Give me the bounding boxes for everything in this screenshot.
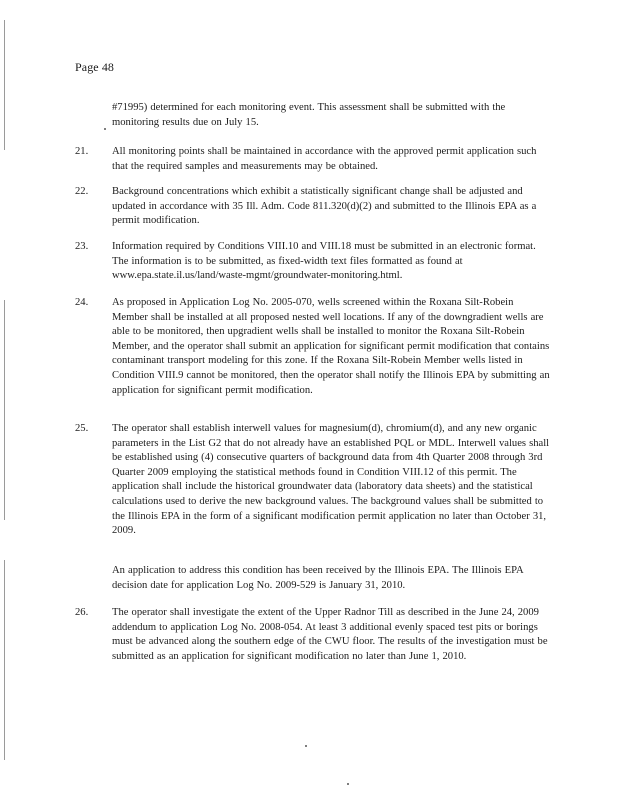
condition-text: The operator shall establish interwell values for magnesium(d), chromium(d), and any new organic parameters in the List G2 that do not already have an established PQL or MDL. Interwell values shall be established using (4) consecutive quarters of background data from 4th Quarter 2008 through 3rd Quarter 2009 employing the statistical methods found in Condition VIII.12 of this permit. The application shall include the historical groundwater data (laboratory data sheets) and the statistical calculations used to derive the new background values. The background values shall be submitted to the Illinois EPA in the form of a significant modification permit application no later than October 31, 2009. [112,423,550,537]
condition-number: 23. [75,241,89,252]
scan-speck [104,128,106,130]
condition-text: All monitoring points shall be maintained in accordance with the approved permit application such that the required samples and measurements may be obtained. [112,146,537,172]
continued-paragraph: #71995) determined for each monitoring event. This assessment shall be submitted with the monitoring results due on July 15. [112,102,506,128]
scan-speck [305,745,307,747]
scan-edge-line [4,20,5,150]
scan-speck [347,783,349,785]
condition-text: The operator shall investigate the extent of the Upper Radnor Till as described in the June 24, 2009 addendum to application Log No. 2008-054. At least 3 additional evenly spaced test pits or borings must be advanced along the southern edge of the CWU floor. The results of the investigation must be submitted as an application for significant modification no later than June 1, 2010. [112,607,548,662]
condition-number: 25. [75,423,89,434]
condition-text: Information required by Conditions VIII.10 and VIII.18 must be submitted in an electronic format. The information is to be submitted, as fixed-width text files formatted as found at www.epa.state.il.us/land/waste-mgmt/groundwater-monitoring.html. [112,241,536,282]
page-number-header: Page 48 [75,60,115,74]
condition-number: 22. [75,186,89,197]
condition-text: Background concentrations which exhibit a statistically significant change shall be adjusted and updated in accordance with 35 Ill. Adm. Code 811.320(d)(2) and submitted to the Illinois EPA as a permit modification. [112,186,537,227]
condition-number: 26. [75,607,89,618]
condition-text: As proposed in Application Log No. 2005-070, wells screened within the Roxana Silt-Robein Member shall be installed at all proposed nested well locations. If any of the downgradient wells are able to be monitored, then upgradient wells shall be installed to monitor the Roxana Silt-Robein Member, and the operator shall submit an application for significant permit modification that contains contaminant transport modeling for this zone. If the Roxana Silt-Robein Member wells listed in Condition VIII.9 cannot be monitored, then the operator shall notify the Illinois EPA by submitting an application for significant permit modification. [112,297,550,396]
scan-edge-line [4,560,5,760]
note-paragraph: An application to address this condition has been received by the Illinois EPA. The Illinois EPA decision date for application Log No. 2009-529 is January 31, 2010. [112,565,524,591]
condition-number: 24. [75,297,89,308]
scan-edge-line [4,300,5,520]
condition-number: 21. [75,146,89,157]
